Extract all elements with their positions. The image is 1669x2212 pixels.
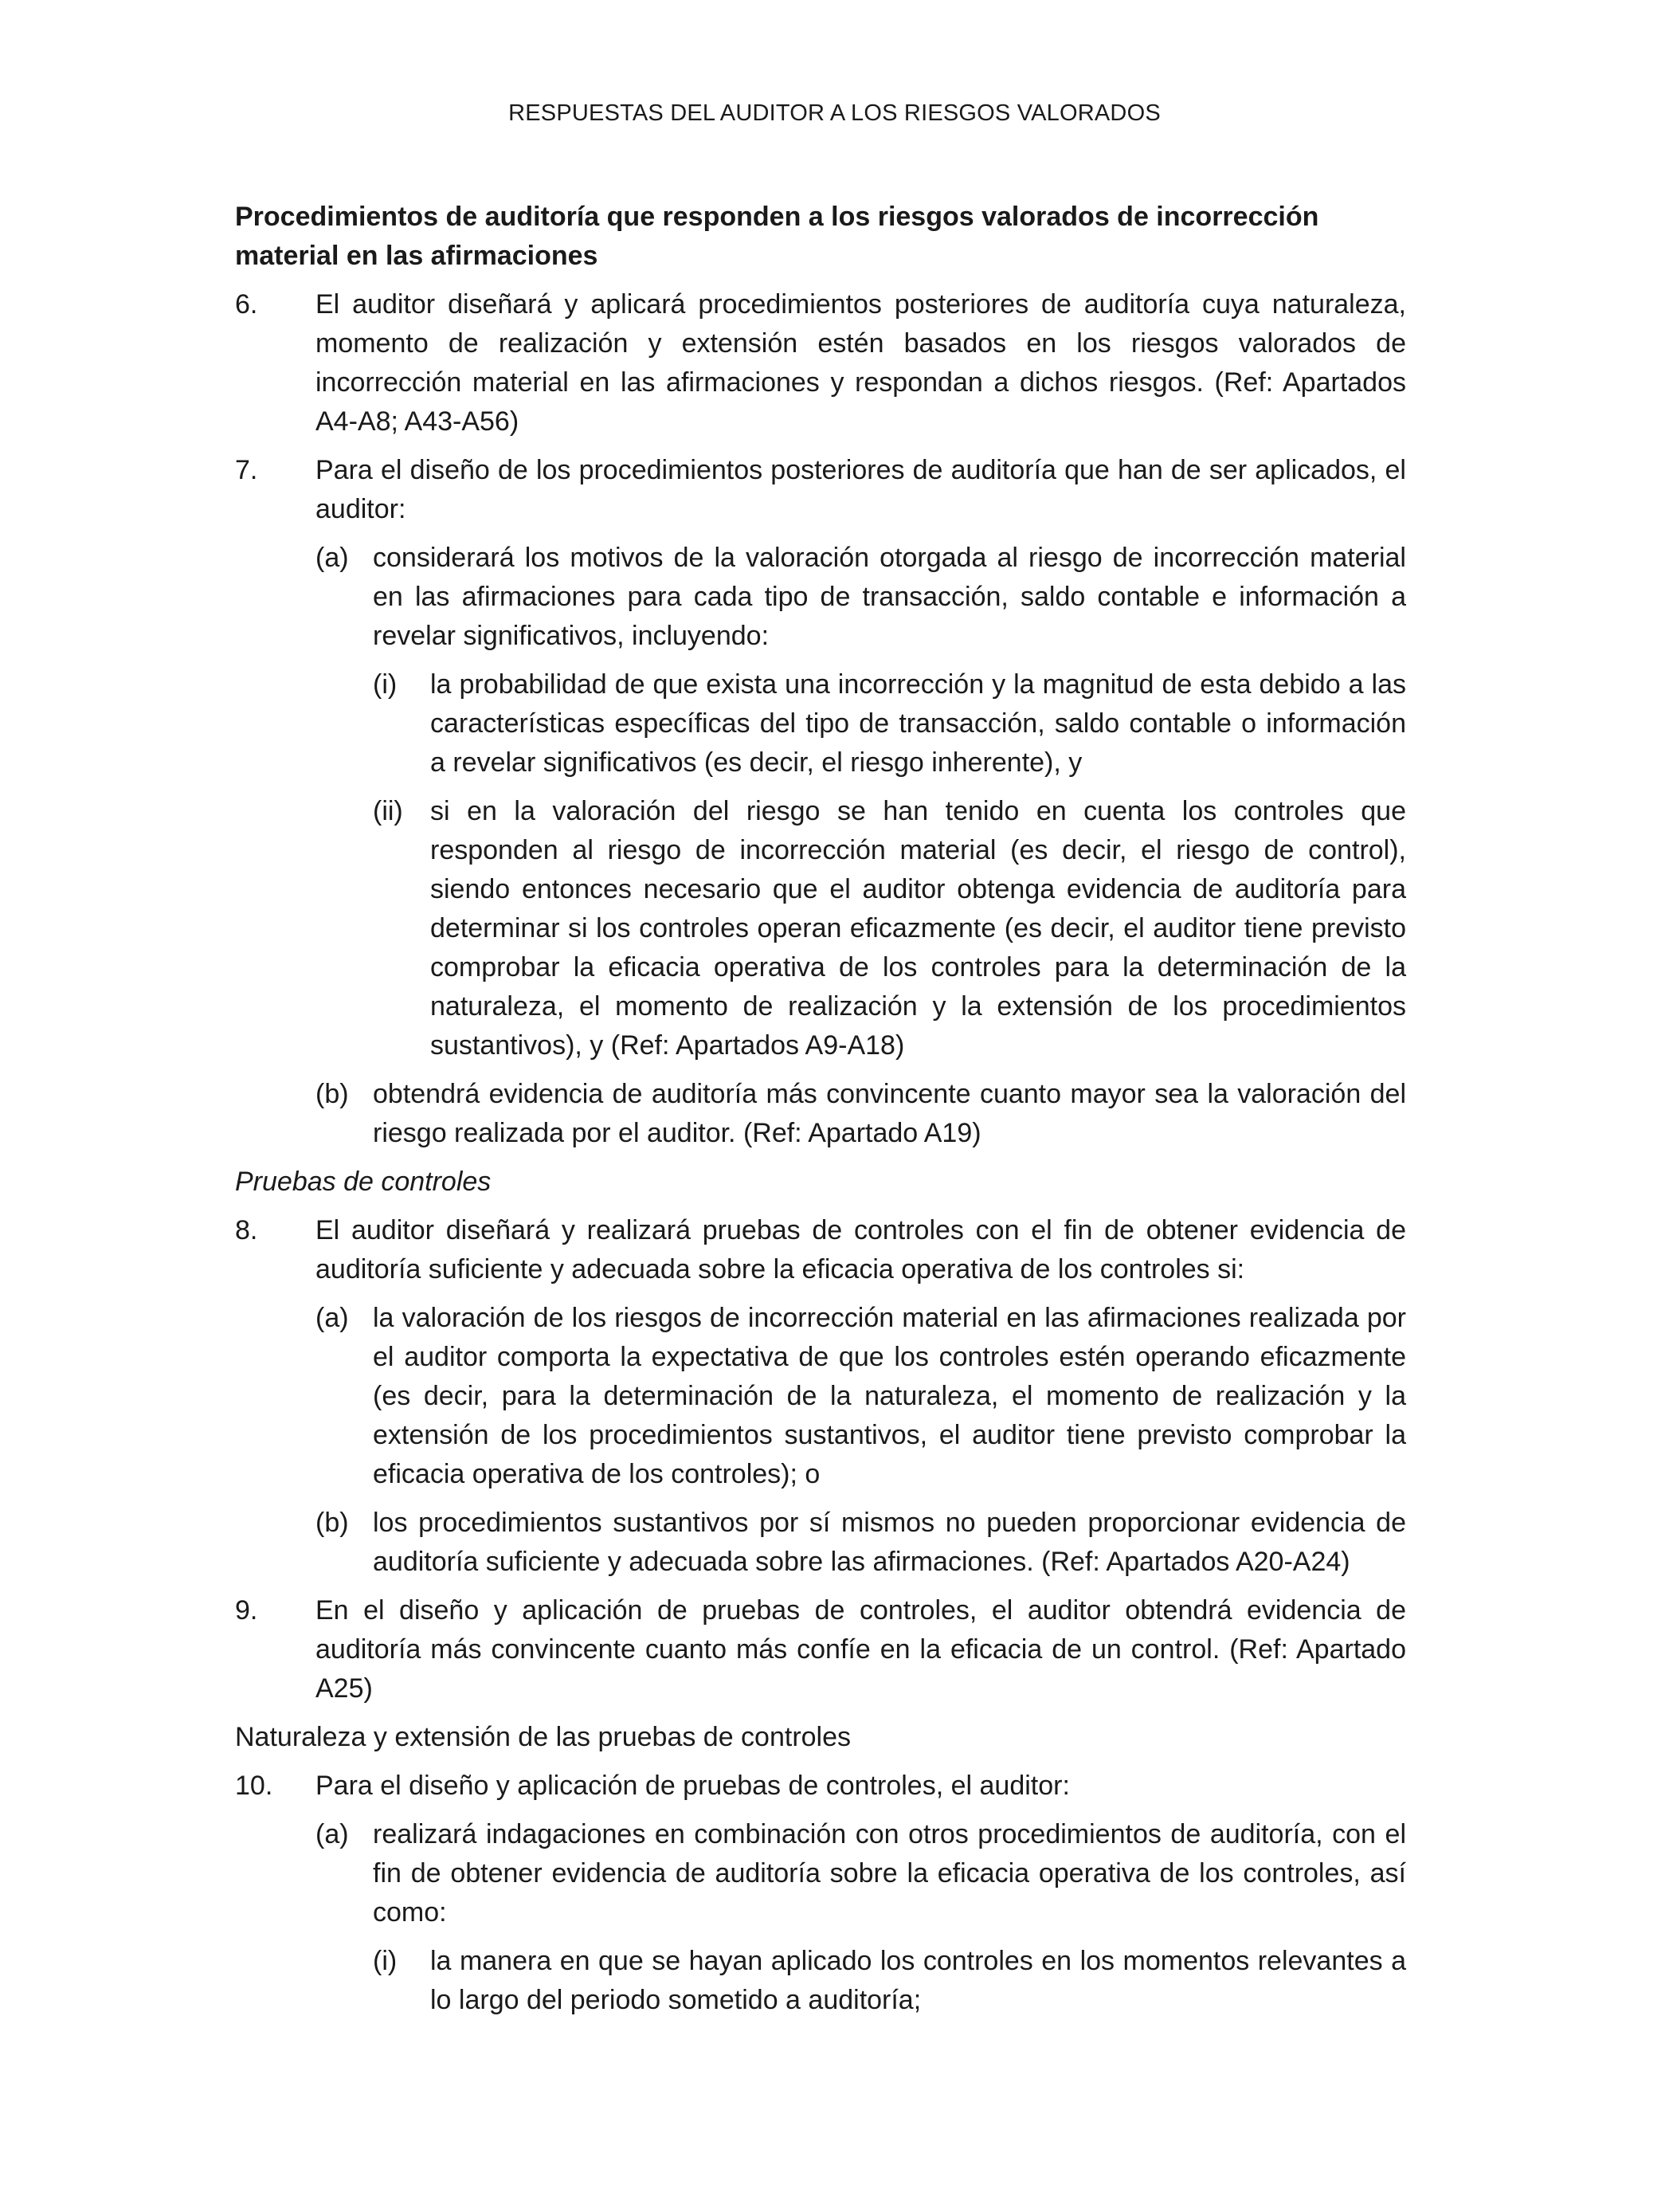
paragraph-number: 8.	[235, 1215, 258, 1245]
item-label: (b)	[315, 1508, 349, 1538]
paragraph-number: 7.	[235, 455, 258, 485]
paragraph-7	[235, 451, 1406, 529]
paragraph-10a	[315, 1815, 1406, 1932]
item-text: la manera en que se hayan aplicado los controles en los momentos relevantes a lo largo del periodo sometido a auditoría;	[430, 1946, 1406, 2015]
paragraph-9	[235, 1591, 1406, 1708]
item-text: considerará los motivos de la valoración otorgada al riesgo de incorrección material en las afirmaciones para cada tipo de transacción, saldo contable e información a revelar significativos, incluyendo:	[373, 543, 1406, 651]
item-label: (i)	[373, 669, 398, 700]
paragraph-text: Para el diseño y aplicación de pruebas de controles, el auditor:	[315, 1771, 1070, 1801]
item-text: la valoración de los riesgos de incorrección material en las afirmaciones realizada por el auditor comporta la expectativa de que los controles estén operando eficazmente (es decir, para la determinación de la naturaleza, el momento de realización y la extensión de los procedimientos sustantivos, el auditor tiene previsto comprobar la eficacia operativa de los controles); o	[373, 1303, 1406, 1489]
paragraph-text: El auditor diseñará y aplicará procedimientos posteriores de auditoría cuya naturaleza, momento de realización y extensión estén basados en los riesgos valorados de incorrección material en las afirmaciones y respondan a dichos riesgos. (Ref: Apartados A4-A8; A43-A56)	[315, 289, 1406, 437]
item-label: (a)	[315, 1303, 349, 1333]
running-header: RESPUESTAS DEL AUDITOR A LOS RIESGOS VALORADOS	[508, 100, 1161, 126]
section-title-pruebas: Pruebas de controles	[235, 1167, 492, 1197]
item-label: (b)	[315, 1079, 349, 1109]
item-label: (a)	[315, 1819, 349, 1849]
item-label: (a)	[315, 543, 349, 573]
paragraph-10a-i	[373, 1942, 1406, 2020]
paragraph-8b	[315, 1504, 1406, 1582]
item-text: obtendrá evidencia de auditoría más convincente cuanto mayor sea la valoración del riesgo realizada por el auditor. (Ref: Apartado A19)	[373, 1079, 1406, 1148]
paragraph-text: Para el diseño de los procedimientos posteriores de auditoría que han de ser aplicados, el auditor:	[315, 455, 1406, 524]
item-text: la probabilidad de que exista una incorrección y la magnitud de esta debido a las características específicas del tipo de transacción, saldo contable o información a revelar significativos (es decir, el riesgo inherente), y	[430, 669, 1406, 778]
paragraph-text: El auditor diseñará y realizará pruebas de controles con el fin de obtener evidencia de auditoría suficiente y adecuada sobre la eficacia operativa de los controles si:	[315, 1215, 1406, 1284]
paragraph-7a-i	[373, 665, 1406, 782]
item-label: (ii)	[373, 796, 403, 826]
paragraph-7b	[315, 1075, 1406, 1153]
paragraph-number: 6.	[235, 289, 258, 320]
paragraph-8	[235, 1211, 1406, 1289]
paragraph-text: En el diseño y aplicación de pruebas de controles, el auditor obtendrá evidencia de auditoría más convincente cuanto más confíe en la eficacia de un control. (Ref: Apartado A25)	[315, 1595, 1406, 1704]
document-body	[235, 198, 1406, 2030]
item-label: (i)	[373, 1946, 398, 1976]
item-text: realizará indagaciones en combinación con otros procedimientos de auditoría, con el fin de obtener evidencia de auditoría sobre la eficacia operativa de los controles, así como:	[373, 1819, 1406, 1928]
paragraph-number: 10.	[235, 1771, 273, 1801]
paragraph-7a-ii	[373, 792, 1406, 1065]
paragraph-10	[235, 1767, 1406, 1806]
item-text: los procedimientos sustantivos por sí mismos no pueden proporcionar evidencia de auditoría suficiente y adecuada sobre las afirmaciones. (Ref: Apartados A20-A24)	[373, 1508, 1406, 1577]
section-title-procedimientos: Procedimientos de auditoría que responden a los riesgos valorados de incorrección material en las afirmaciones	[235, 202, 1319, 271]
paragraph-8a	[315, 1299, 1406, 1494]
item-text: si en la valoración del riesgo se han tenido en cuenta los controles que responden al riesgo de incorrección material (es decir, el riesgo de control), siendo entonces necesario que el auditor obtenga evidencia de auditoría para determinar si los controles operan eficazmente (es decir, el auditor tiene previsto comprobar la eficacia operativa de los controles para la determinación de la naturaleza, el momento de realización y la extensión de los procedimientos sustantivos), y (Ref: Apartados A9-A18)	[430, 796, 1406, 1061]
paragraph-number: 9.	[235, 1595, 258, 1626]
paragraph-7a	[315, 539, 1406, 656]
paragraph-6	[235, 285, 1406, 441]
section-title-naturaleza: Naturaleza y extensión de las pruebas de controles	[235, 1722, 852, 1752]
